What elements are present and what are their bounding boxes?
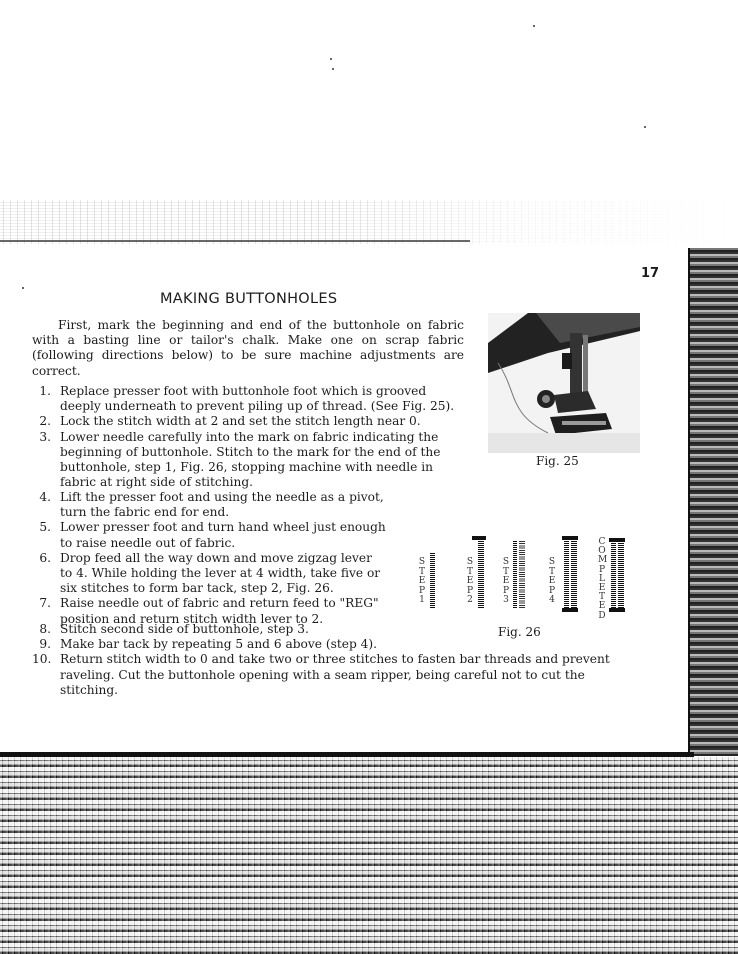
step-text: Lower needle carefully into the mark on fabric indicating the beginning of buttonhole. Stitch to the mark for the end of the buttonhole, step 1, Fig. 26, stopping machine with needle in fabric at right side of stitching. — [60, 429, 441, 490]
scan-dust — [22, 287, 24, 289]
presser-foot-photo — [488, 313, 640, 453]
completed-stitching-right — [618, 542, 624, 608]
step-text: Stitch second side of buttonhole, step 3. — [60, 622, 309, 636]
step-2-label — [466, 558, 474, 606]
step-number: 9. — [39, 637, 51, 652]
step-text: Make bar tack by repeating 5 and 6 above (step 4). — [60, 637, 378, 652]
instruction-list-lower — [32, 622, 636, 698]
completed-stitching-left — [611, 542, 616, 608]
step-4-stitching-right — [571, 540, 577, 608]
label-letter: E — [598, 583, 606, 594]
step-number: 7. — [39, 596, 51, 611]
label-letter: T — [466, 566, 473, 577]
instruction-step — [32, 652, 636, 698]
label-letter: 2 — [467, 595, 473, 606]
label-letter: E — [548, 576, 556, 587]
step-text: Raise needle out of fabric and return feed to "REG" position and return stitch width lever to 2. — [60, 596, 379, 626]
instruction-list-upper — [32, 384, 464, 490]
step-text: Drop feed all the way down and move zigzag lever to 4. While holding the lever at 4 width, take five or six stitches to form bar tack, step 2, Fig. 26. — [60, 550, 381, 596]
label-letter: 4 — [549, 595, 555, 606]
step-number: 5. — [39, 520, 51, 535]
label-letter: S — [502, 557, 510, 567]
instruction-step — [32, 384, 464, 414]
instruction-step — [32, 637, 636, 652]
label-letter: O — [598, 546, 606, 557]
step-2-stitching — [478, 540, 484, 608]
label-letter: 1 — [419, 595, 425, 606]
label-letter: M — [598, 555, 608, 566]
step-4-bar-tack-bottom — [562, 608, 578, 612]
presser-foot-illustration — [488, 313, 640, 453]
label-letter: P — [502, 585, 510, 596]
label-letter: P — [418, 585, 426, 596]
label-letter: 3 — [503, 595, 509, 606]
scan-dust — [330, 58, 332, 60]
scan-noise-top — [0, 200, 738, 244]
step-text: Lower presser foot and turn hand wheel just enough to raise needle out of fabric. — [60, 520, 386, 550]
label-letter: S — [418, 557, 426, 567]
label-letter: L — [599, 573, 605, 584]
instruction-step — [32, 430, 464, 491]
scan-dust — [533, 25, 535, 27]
label-letter: E — [598, 601, 606, 612]
step-number: 10. — [32, 652, 52, 667]
figure-25-caption: Fig. 25 — [536, 454, 579, 468]
label-letter: P — [548, 585, 556, 596]
step-1-stitching — [430, 552, 435, 608]
label-letter: T — [418, 566, 425, 577]
label-letter: E — [466, 576, 474, 587]
scan-noise-right — [690, 248, 738, 756]
step-4-label — [548, 558, 556, 606]
label-letter: S — [548, 557, 556, 567]
intro-paragraph: First, mark the beginning and end of the buttonhole on fabric with a basting line or tailor's chalk. Make one on scrap fabric (following directions below) to be sure machine adjustments are correct. — [32, 318, 464, 378]
step-3-stitching-left — [513, 540, 517, 608]
step-number: 4. — [39, 490, 51, 504]
step-text: Lift the presser foot and using the needle as a pivot, turn the fabric end for end. — [60, 490, 384, 520]
scan-rule-top — [0, 240, 470, 242]
label-letter: P — [598, 564, 606, 575]
instruction-step — [32, 414, 464, 429]
label-letter: S — [466, 557, 474, 567]
buttonhole-steps-diagram — [412, 526, 636, 622]
scan-dust — [644, 126, 646, 128]
instruction-list-middle — [32, 490, 388, 627]
label-letter: T — [548, 566, 555, 577]
step-number: 1. — [39, 384, 51, 398]
step-number: 8. — [39, 622, 51, 636]
scan-noise-bottom-overlay — [0, 757, 738, 954]
step-3-stitching-right — [519, 540, 525, 608]
completed-bar-tack-bottom — [609, 608, 625, 612]
step-number: 3. — [39, 429, 51, 444]
scan-dust — [332, 68, 334, 70]
completed-label — [598, 538, 606, 621]
label-letter: T — [502, 566, 509, 577]
step-number: 6. — [39, 550, 51, 565]
step-text: Return stitch width to 0 and take two or three stitches to fasten bar threads and prevent raveling. Cut the buttonhole opening with a seam ripper, being careful not to cut the stitching. — [60, 652, 610, 697]
label-letter: D — [598, 610, 606, 621]
label-letter: C — [598, 537, 606, 547]
step-1-label — [418, 558, 426, 606]
section-title: MAKING BUTTONHOLES — [160, 291, 338, 307]
step-text: Replace presser foot with buttonhole foot which is grooved deeply underneath to prevent piling up of thread. (See Fig. 25). — [60, 384, 455, 414]
step-3-label — [502, 558, 510, 606]
instruction-step — [32, 520, 388, 550]
page-number: 17 — [641, 266, 660, 281]
step-text: Lock the stitch width at 2 and set the stitch length near 0. — [60, 414, 421, 429]
instruction-step — [32, 622, 636, 637]
instruction-step — [32, 551, 388, 597]
label-letter: T — [598, 592, 605, 603]
label-letter: E — [418, 576, 426, 587]
label-letter: E — [502, 576, 510, 587]
instruction-step — [32, 490, 388, 520]
label-letter: P — [466, 585, 474, 596]
step-4-stitching-left — [564, 540, 569, 608]
step-number: 2. — [39, 414, 51, 429]
figure-26-caption: Fig. 26 — [498, 625, 541, 639]
